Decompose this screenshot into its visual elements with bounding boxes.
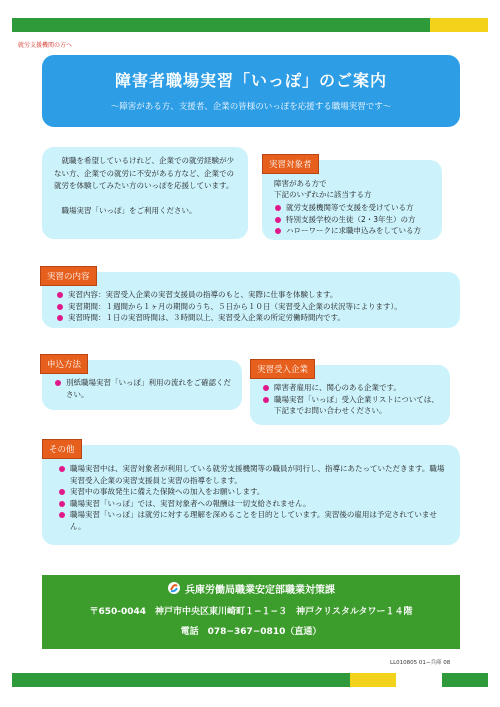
org-label: 兵庫労働局職業安定部職業対策課 [185,585,335,596]
list-item: 別紙職場実習「いっぽ」利用の流れをご確認ください。 [54,377,232,400]
list-item: 実習中の事故発生に備えた保険への加入をお願いします。 [58,486,450,498]
list-item: 特別支援学校の生徒（2・3年生）の方 [274,214,442,226]
company-list [262,382,444,417]
bottom-stripe [12,673,488,687]
other-list [58,463,450,532]
list-item: 職場実習「いっぽ」では、実習対象者への報酬は一切支給されません。 [58,498,450,510]
other-label: その他 [42,439,82,459]
list-item: 障害者雇用に、関心のある企業です。 [262,382,444,394]
intro-sub: 職場実習「いっぽ」をご利用ください。 [61,206,197,215]
list-item: 職場実習中は、実習対象者が利用している就労支援機関等の職員が同行し、指導にあたっていただきます。職場実習受入企業の実習支援員と実習の指導をします。 [58,463,450,486]
list-item: ハローワークに求職申込みをしている方 [274,225,442,237]
labor-bureau-logo-icon [167,581,181,595]
phone: 電話 078−367−0810（直通） [180,627,322,637]
target-list [274,202,442,237]
list-item: 職場実習「いっぽ」受入企業リストについては、下記までお問い合わせください。 [262,394,444,417]
audience-tag: 就労支援機関の方へ [18,42,73,49]
top-stripe [12,18,488,32]
title-banner [42,55,460,127]
list-item: 職場実習「いっぽ」は就労に対する理解を深めることを目的としています。実習後の雇用は予定されていません。 [58,509,450,532]
other-box [42,445,460,545]
content-box [42,272,460,328]
intro-paragraph: 就職を希望しているけれど、企業での就労経験が少ない方、企業での就労に不安がある方など、企業での就労を体験してみたい方のいっぽを応援しています。 [54,156,234,190]
content-list [56,289,452,324]
list-item: 実習期間：１週間から１ヶ月の期間のうち、５日から１０日（実習受入企業の状況等によります）。 [56,301,452,313]
page-title: 障害者職場実習「いっぽ」のご案内 [114,71,387,90]
list-item: 実習時間：１日の実習時間は、３時間以上、実習受入企業の所定労働時間内です。 [56,312,452,324]
list-item: 実習内容：実習受入企業の実習支援員の指導のもと、実際に仕事を体験します。 [56,289,452,301]
address: 〒650-0044 神戸市中央区東川崎町１−１−３ 神戸クリスタルタワー１４階 [89,607,413,617]
document-code: LL010805 01−兵庫 08 [390,660,451,666]
page-subtitle: ～障害がある方、支援者、企業の皆様のいっぽを応援する職場実習です～ [110,102,392,112]
target-lead1: 障害がある方で [274,179,327,188]
list-item: 就労支援機関等で支援を受けている方 [274,202,442,214]
content-label: 実習の内容 [40,266,97,286]
intro-box [42,147,248,239]
target-label: 実習対象者 [262,154,319,174]
contact-footer [42,575,460,649]
apply-list [54,377,232,400]
org-name [42,581,460,596]
target-lead2: 下記のいずれかに該当する方 [274,190,372,199]
company-label: 実習受入企業 [250,359,315,379]
apply-label: 申込方法 [40,354,88,374]
